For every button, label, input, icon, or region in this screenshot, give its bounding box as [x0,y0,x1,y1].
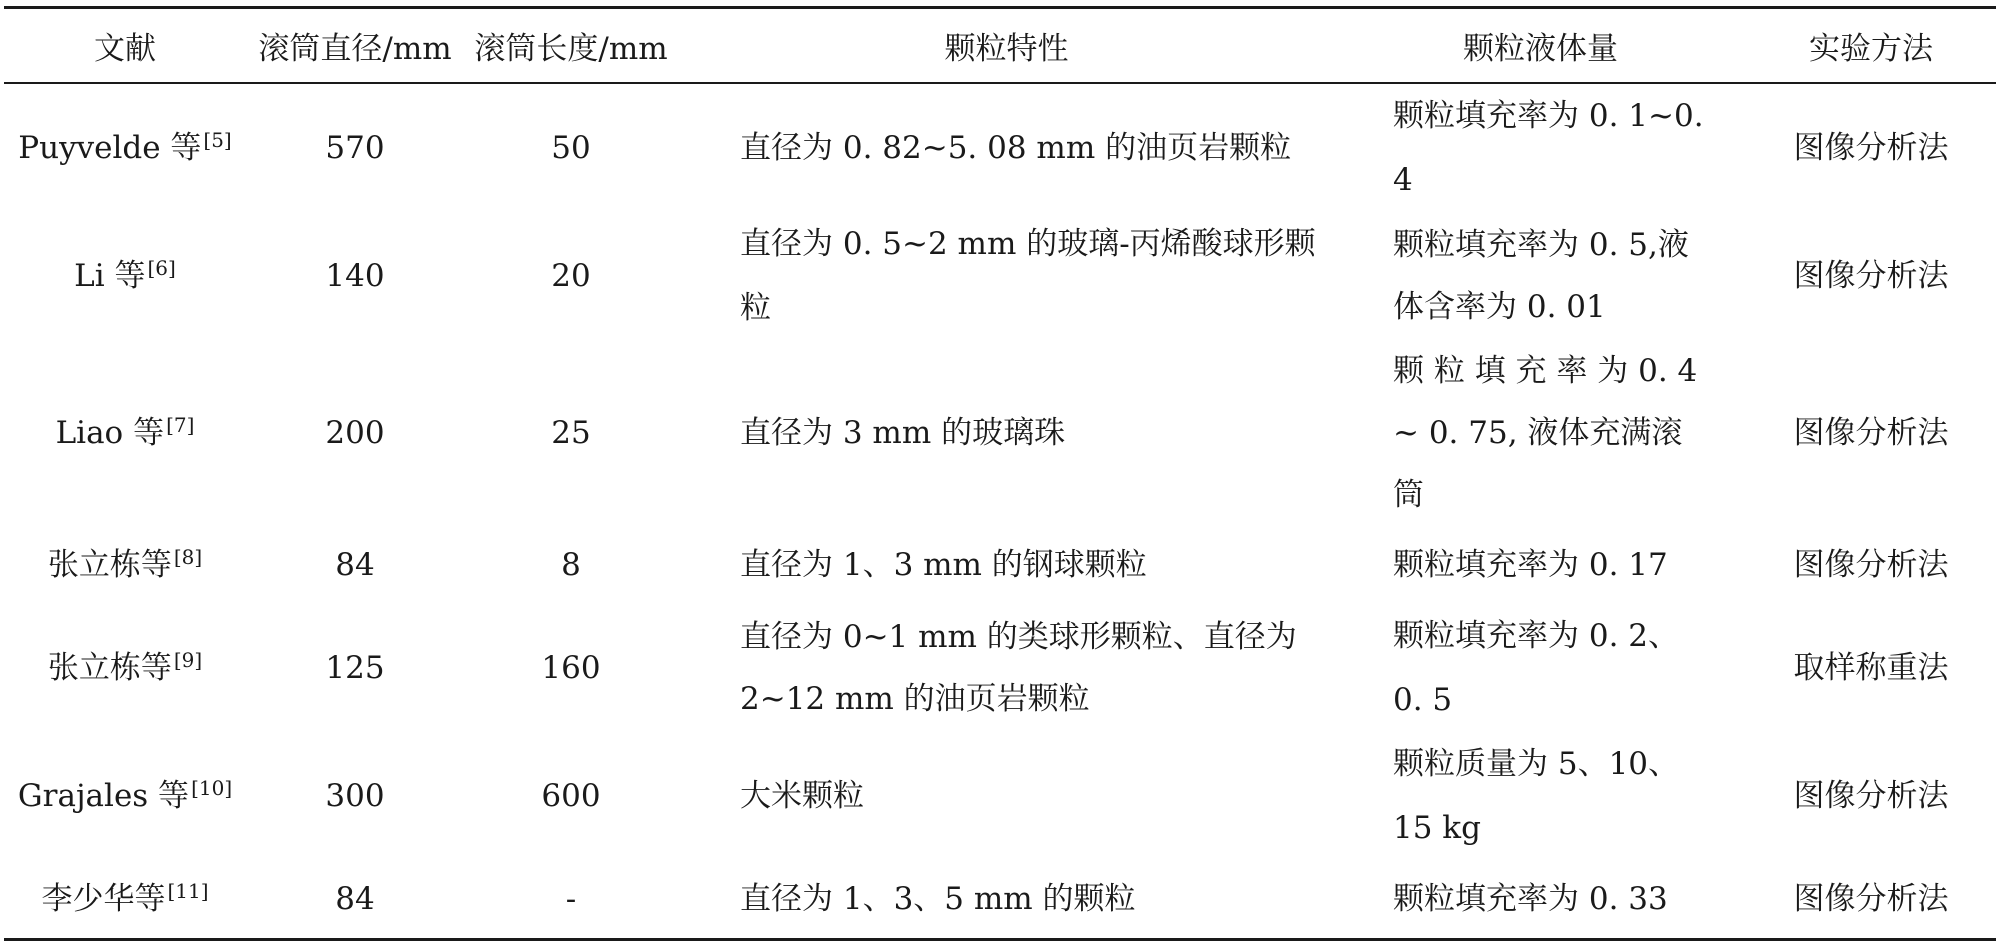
table-header-row [4,8,1996,84]
header-liquid-amount: 颗粒液体量 [1463,31,1618,67]
liquid-cell [1335,340,1746,526]
liquid-cell: 颗粒填充率为 0. 1~0. 4 [1393,98,1704,198]
reference-cell [4,732,246,860]
citation-number: [8] [173,545,203,569]
particle-cell: 直径为 0. 82~5. 08 mm 的油页岩颗粒 [740,130,1292,166]
method-cell: 图像分析法 [1793,778,1949,814]
length-cell: 50 [551,130,591,166]
liquid-cell: 颗粒填充率为 0. 2、0. 5 [1393,618,1680,718]
table-row [4,340,1996,526]
reference-name: 张立栋等 [47,547,172,583]
liquid-text: 颗 粒 填 充 率 为 0. 4 ~ 0. 75, 液体充满滚筒 [1393,353,1698,513]
method-cell: 取样称重法 [1793,650,1949,686]
reference-cell [4,212,246,340]
citation-number: [6] [147,256,176,280]
diameter-cell: 84 [335,881,375,917]
citation-number: [9] [173,648,203,672]
header-method: 实验方法 [1809,31,1933,67]
reference-name: Liao 等 [55,415,165,451]
method-cell: 图像分析法 [1793,415,1949,451]
table-row [4,860,1996,940]
diameter-cell: 84 [335,547,375,583]
reference-name: Li 等 [74,258,146,294]
reference-name: Grajales 等 [17,778,190,814]
reference-cell [4,860,246,940]
reference-name: Puyvelde 等 [18,130,202,166]
particle-cell: 直径为 1、3、5 mm 的颗粒 [740,881,1136,917]
reference-name: 张立栋等 [47,650,172,686]
reference-cell [4,340,246,526]
citation-number: [10] [191,776,233,800]
table-row [4,732,1996,860]
citation-number: [7] [166,413,195,437]
particle-cell: 直径为 1、3 mm 的钢球颗粒 [740,547,1147,583]
method-cell: 图像分析法 [1793,881,1949,917]
citation-number: [5] [203,128,232,152]
length-cell: 25 [551,415,591,451]
header-reference: 文献 [94,31,156,67]
length-cell: - [565,881,577,917]
liquid-cell: 颗粒填充率为 0. 17 [1393,547,1668,583]
length-cell: 160 [541,650,601,686]
length-cell: 20 [551,258,591,294]
diameter-cell: 140 [325,258,385,294]
table-row [4,212,1996,340]
reference-cell [4,604,246,732]
reference-name: 李少华等 [41,881,166,917]
length-cell: 8 [561,547,581,583]
liquid-cell: 颗粒质量为 5、10、15 kg [1393,746,1680,846]
liquid-cell: 颗粒填充率为 0. 33 [1393,881,1668,917]
header-drum-length: 滚筒长度/mm [474,31,668,67]
particle-text: 直径为 0~1 mm 的类球形颗粒、直径为 2~12 mm 的油页岩颗粒 [740,619,1297,717]
method-cell: 图像分析法 [1793,130,1949,166]
particle-cell: 直径为 0. 5~2 mm 的玻璃-丙烯酸球形颗粒 [740,226,1316,326]
header-particle-properties: 颗粒特性 [944,31,1069,67]
reference-cell [4,526,246,604]
liquid-text: 颗粒填充率为 0. 5,液体含率为 0. 01 [1393,227,1689,325]
diameter-cell: 300 [325,778,385,814]
table-row [4,526,1996,604]
citation-number: [11] [167,879,209,903]
method-cell: 图像分析法 [1793,258,1949,294]
table-row [4,604,1996,732]
particle-cell [678,604,1335,732]
particle-cell: 大米颗粒 [740,778,864,814]
diameter-cell: 125 [325,650,385,686]
reference-cell [4,83,246,212]
particle-cell: 直径为 3 mm 的玻璃珠 [740,415,1066,451]
diameter-cell: 570 [325,130,385,166]
diameter-cell: 200 [325,415,385,451]
table-row [4,83,1996,212]
length-cell: 600 [541,778,601,814]
liquid-cell [1335,212,1746,340]
method-cell: 图像分析法 [1793,547,1949,583]
header-drum-diameter: 滚筒直径/mm [258,31,452,67]
literature-table [4,6,1996,941]
literature-table-container [4,6,1996,941]
